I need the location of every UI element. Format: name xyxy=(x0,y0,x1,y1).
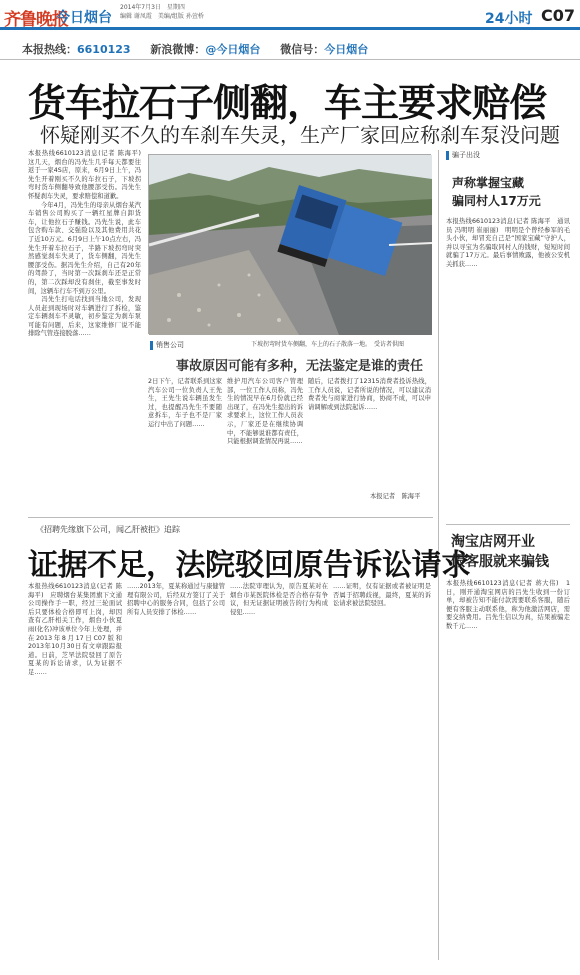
section-tag: 销售公司 xyxy=(150,341,184,350)
followup-kicker: 《招聘先缘旗下公司，闻乙肝被拒》追踪 xyxy=(36,525,180,534)
newspaper-logo: 齐鲁晚报 xyxy=(4,10,68,30)
lead-column-4: 随后，记者拨打了12315消费者投诉热线，工作人员说，记者所说的情况，可以建议消费者先与商家进行协商，协商不成，可以申请调解或到法院起诉…… xyxy=(308,378,431,411)
sidebar-divider xyxy=(446,524,570,525)
issue-meta xyxy=(120,3,204,21)
masthead xyxy=(0,0,580,30)
second-headline: 证据不足，法院驳回原告诉讼请求 xyxy=(28,548,471,583)
hotline-bar xyxy=(22,41,368,57)
lead-headline: 货车拉石子侧翻，车主要求赔偿 xyxy=(28,81,547,125)
page-number: C07 xyxy=(541,6,576,25)
wechat-value: 今日烟台 xyxy=(324,43,369,56)
sidebar-title-1a: 声称掌握宝藏 xyxy=(452,176,525,190)
lead-column-2: 2日下午，记者联系到这家汽车公司一位负责人王先生，王先生说车辆虽发生过，也提醒冯先生不要随意拆车，车子也不是厂家运行中出了问题…… xyxy=(148,378,222,428)
second-column-1: 本报热线6610123消息(记者 陈海平) 应聘烟台某集团旗下文通公司操作手一职，经过三轮面试后只要体检合格即可上岗，却因查有乙肝相关工作，烟台小伙夏雨(化名)冲该单位今年上处理，并在2013年8月17日C07版和2013年10月30日有文章跟踪报道。日前，芝罘法院驳回了原告夏某的诉讼请求，认为证据不足…… xyxy=(28,583,122,676)
sidebar-title-2a: 淘宝店网开业 xyxy=(451,534,535,550)
weibo-label: 新浪微博： xyxy=(150,43,206,56)
sidebar-title-2b: 假客服就来骗钱 xyxy=(451,554,549,570)
truck-photo xyxy=(148,154,431,334)
sidebar-title-1b: 骗同村人17万元 xyxy=(452,194,541,208)
truck-photo-image xyxy=(149,155,432,335)
story-divider xyxy=(28,517,433,518)
second-column-3: ……法院审理认为，原告夏某对在烟台市某医院体检是否合格存有争议，但无证据证明被告的行为构成侵犯…… xyxy=(230,583,328,616)
sidebar-body-2: 本报热线6610123消息(记者 蒋大伟) 1日，刚开通淘宝网店的吕先生收到一份订单，却被告知不能付款需要联系客服，随后便有客服主动联系他，称为他激活网店，需要交纳费用。吕先生信以为真，结果被骗走数千元…… xyxy=(446,580,570,630)
section-head: 事故原因可能有多种，无法鉴定是谁的责任 xyxy=(176,359,424,374)
lead-column-1: 本报热线6610123消息(记者 陈海平) 这几天，烟台的冯先生几乎每天都要往返于一家4S店，原来，6月9日上午，冯先生开着刚买不久的车拉石子，下坡拐弯时货车侧翻导致他腰部受伤。冯先生怀疑刹车失灵，要求赔偿和道歉。 今年4月，冯先生的母亲从烟台某汽车销售公司购买了一辆红星牌自卸货车，让他拉石子赚钱。冯先生说，此车包含购车款、交强险以及其他费用共花了近10万元。6月9日上午10点左右，冯先生开着车拉石子，半路下坡拐弯时突然感觉刹车失灵了，货车侧翻，冯先生腰部受伤。据冯先生介绍，自己有20年的驾龄了，当时第一次踩刹车还是正常的，第二次踩却没有刹住，截至事发时间，这辆车行车不到万公里。 冯先生打电话找到当地公司，发现人员赶到现场时对车辆进行了拆检，鉴定车辆刹车不灵敏，初步鉴定为刹车泵可能有问题，后来，这家维修厂说不能排除气管连接脱落…… xyxy=(28,150,141,338)
sidebar-tag: 骗子出没 xyxy=(446,151,480,160)
divider xyxy=(0,59,580,60)
weibo-value: @今日烟台 xyxy=(205,43,261,56)
hotline-value: 6610123 xyxy=(77,43,131,56)
issue-editors: 编辑 谢凤霞 美编/组版 孙萱桥 xyxy=(120,13,204,20)
byline: 本报记者 陈海平 xyxy=(370,493,421,500)
section-right: 24小时 xyxy=(485,11,533,27)
sidebar-body-1: 本报热线6610123消息(记者 陈海平 通讯员 冯明明 崔丽丽) 明明是个曾经参军的毛头小伙，却冒充自己是“国家宝藏”守护人，并以寻宝为名骗取同村人的钱财，短短时间就骗了17万元。最后事情败露，他被公安机关抓获…… xyxy=(446,218,570,268)
lead-column-3: 维护用汽车公司客户管理部，一位工作人员称，冯先生的情况早在6月份就已经出现了，在冯先生提出的诉求要求上，这位工作人员表示，厂家还是在继续协调中，不能够说谁都有责任，只能根据调查情况再说…… xyxy=(227,378,303,446)
second-column-2: ……2013年，夏某称通过与康健管理有限公司，后经双方签订了关于招聘中心的服务合同，包括了公司所有人员安排了体检…… xyxy=(127,583,225,616)
photo-caption: 下坡拐弯时货车侧翻，车上的石子散落一地。 受访者供图 xyxy=(251,341,405,348)
second-column-4: ……证明，仅有证据或者被证明是否属于招聘歧视，最终，夏某的诉讼请求被法院驳回。 xyxy=(333,583,431,608)
section-name: 今日烟台 xyxy=(56,10,112,26)
hotline-label: 本报热线： xyxy=(22,43,77,56)
lead-subtitle: 怀疑刚买不久的车刹车失灵，生产厂家回应称刹车泵没问题 xyxy=(40,123,560,147)
wechat-label: 微信号： xyxy=(280,43,325,56)
issue-date: 2014年7月3日 星期四 xyxy=(120,4,185,11)
